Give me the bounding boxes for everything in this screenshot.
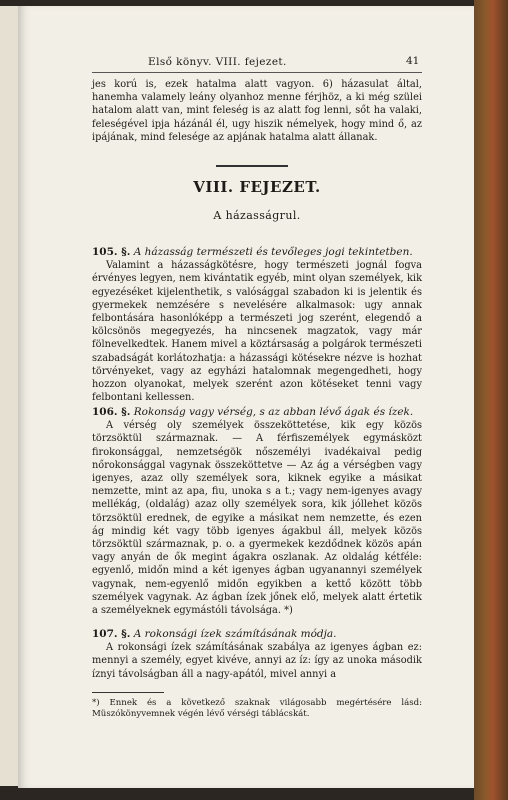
footnote-rule [92,692,164,693]
header-rule [92,72,422,73]
section-heading [92,246,422,259]
section-105 [92,246,422,404]
previous-page-edge [0,6,19,786]
section-title: A házasság természeti és tevőleges jogi tekintetben. [133,246,413,258]
top-paragraph-block [92,78,422,144]
section-title: Rokonság vagy vérség, s az abban lévő ágak és ízek. [133,406,414,418]
page-number: 41 [406,55,420,67]
book-page [18,6,474,788]
top-paragraph: jes korú is, ezek hatalma alatt vagyon. 6) házasulat által, hanemha valamely leány olyanhoz menne férjhöz, a ki még szülei hatalom alatt van, mint feleség is az alatt fog lenni, sőt ha valaki, feleségével ipja házánál él, ugy hiszik némelyek, hogy mind ő, az ipájának, mind felesége az apjának hatalma alatt állanak. [92,79,422,143]
section-number: 105. §. [92,246,131,258]
section-number: 106. §. [92,406,131,418]
section-body: A rokonsági ízek számításának szabálya az igenyes ágban ez: mennyi a személy, egyet kivéve, annyi az íz: így az unoka második íznyi távolságban áll a nagy-apától, mivel annyi a [92,642,422,680]
section-number: 107. §. [92,628,131,640]
section-body: Valamint a házasságkötésre, hogy természeti jognál fogva érvényes legyen, nem kivántatik egyéb, mint olyan személyek, kik egyezéséket kijelenthetik, s valósággal szabadon ki is jelentik és gyermekek nemzésére s nevelésére alkalmasok: ugy annak felbontására hasonlóképp a természeti jog szerént, elegendő a kölcsönös megegyezés, ha nincsenek magzatok, vagy már fölnevelkedtek. Hanem mivel a köztársaság a polgárok természeti szabadságát korlátozhatja: a házassági kötésekre nézve is hozhat törvényeket, vagy az egyházi hatalomnak megengedheti, hogy hozzon olyanokat, melyek szerént azon kötéseket tenni vagy felbontani kellessen. [92,260,422,404]
book-spine [474,0,508,800]
section-heading [92,628,422,641]
section-heading [92,406,422,419]
section-title: A rokonsági ízek számításának módja. [133,628,337,640]
chapter-title: VIII. FEJEZET. [193,178,321,196]
chapter-separator [216,165,288,167]
chapter-subtitle: A házasságrul. [213,209,301,222]
section-107 [92,628,422,681]
footnote: *) Ennek és a következő szaknak világosabb megértésére lásd: Müszókönyvemnek végén lévő vérségi táblácskát. [92,698,422,719]
running-head: Első könyv. VIII. fejezet. [148,56,287,68]
section-body: A vérség oly személyek összeköttetése, kik egy közös törzsöktül származnak. — A férfiszemélyek egymásközt firokonsággal, nemzetségök nőszemélyi ivadékaival pedig nőrokonsággal vagynak összeköttetve — Az ág a vérségben vagy igenyes, azaz olly személyek sora, kiknek egyike a másikat nemzette, mint az apa, fiu, unoka s a t.; vagy nem-igenyes avagy mellékág, (oldalág) azaz olly személyek sora, kik jóllehet közös törzsöktül erednek, de egyike a másikat nem nemzette, és ezen ág mindig két vagy több igenyes ágakbul áll, melyek közös törzsöktül származnak, p. o. a gyermekek kezdődnek közös apán vagy anyán de ők megint ágakra oszlanak. Az oldalág kétféle: egyenlő, midőn mind a két igenyes ágban ugyanannyi személyek vagynak, nem-egyenlő midőn egyikben a kettő között több személyek vagynak. Az ágban ízek jőnek elő, melyek alatt értetik a személyeknek egymástóli távolsága. *) [92,420,422,617]
section-106 [92,406,422,617]
